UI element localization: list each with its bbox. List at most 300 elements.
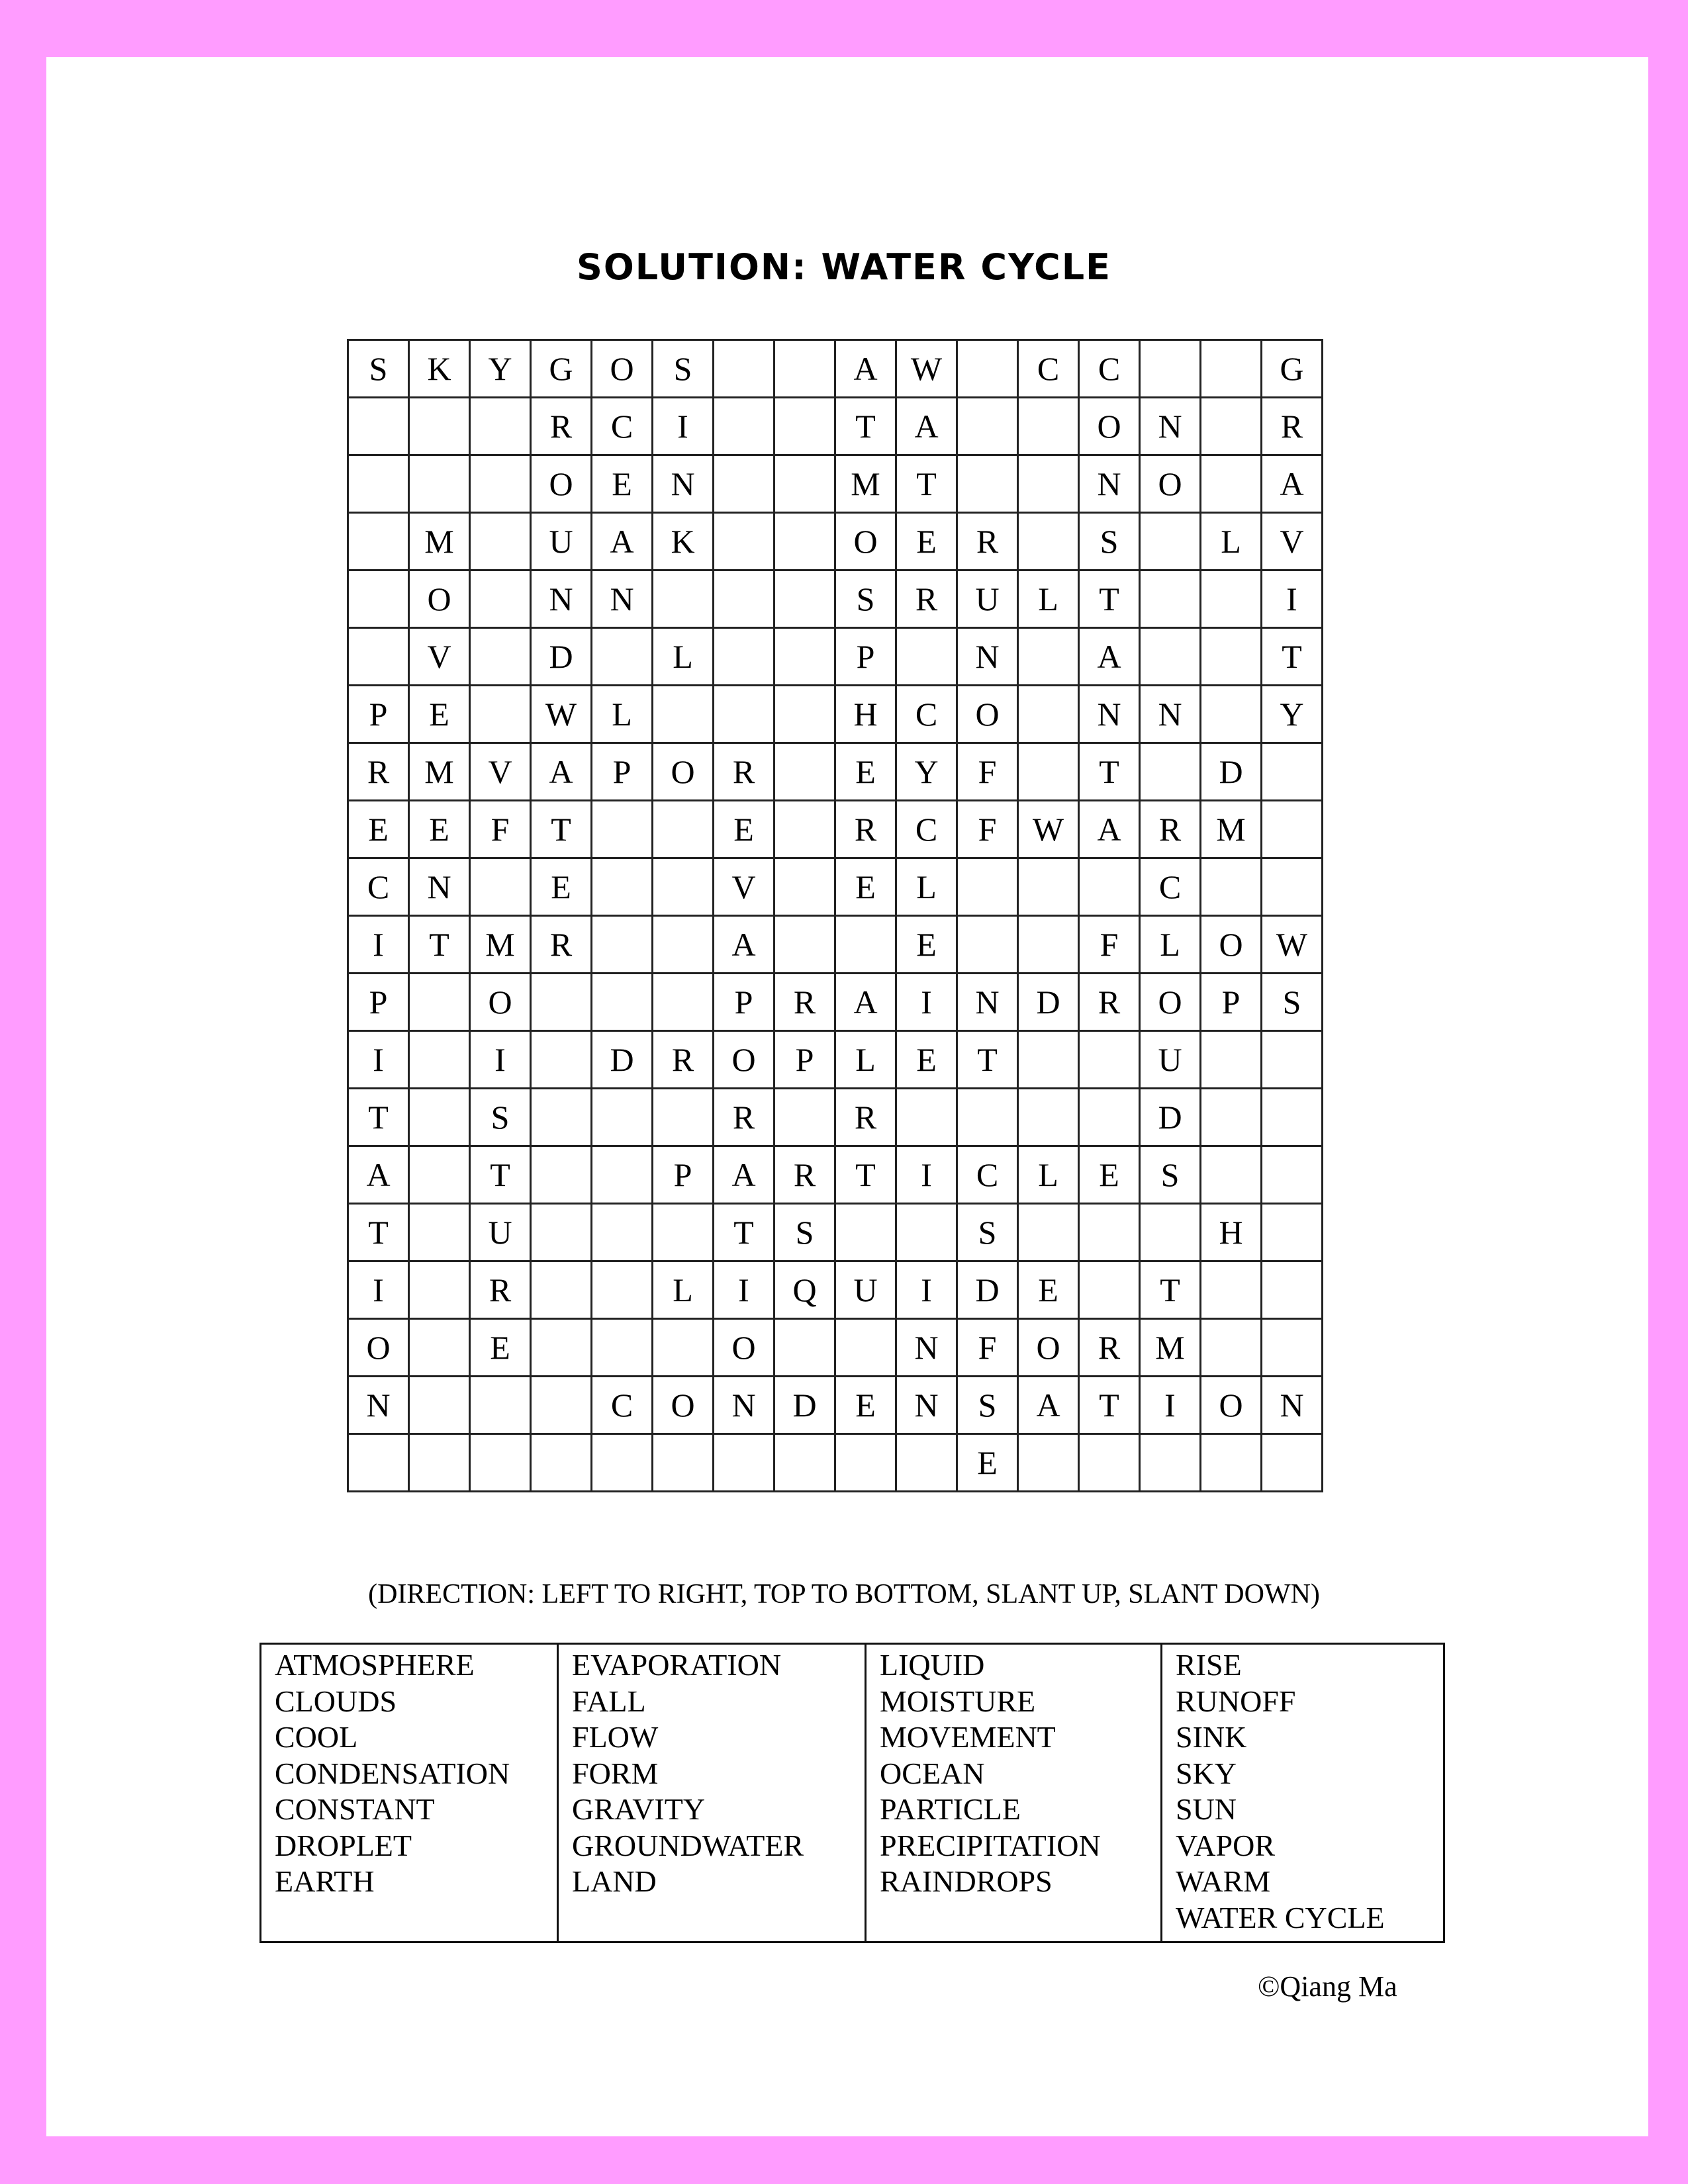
grid-cell — [409, 398, 470, 455]
grid-cell: E — [957, 1434, 1018, 1492]
grid-cell — [1018, 628, 1079, 686]
grid-row — [348, 1319, 1323, 1377]
grid-cell: I — [1140, 1377, 1201, 1434]
grid-cell — [774, 570, 835, 628]
grid-cell — [653, 1434, 714, 1492]
word-bank-item: LIQUID — [880, 1648, 985, 1682]
grid-cell: A — [592, 513, 653, 570]
grid-cell — [531, 1261, 592, 1319]
letter-grid — [347, 339, 1323, 1492]
word-bank-item: EARTH — [275, 1864, 375, 1898]
grid-cell: E — [531, 858, 592, 916]
grid-cell — [1140, 513, 1201, 570]
grid-cell: A — [1079, 628, 1140, 686]
grid-cell: A — [1079, 801, 1140, 858]
grid-cell — [409, 1319, 470, 1377]
grid-row — [348, 570, 1323, 628]
grid-cell: S — [774, 1204, 835, 1261]
grid-cell: O — [1140, 455, 1201, 513]
grid-row — [348, 628, 1323, 686]
grid-cell — [1201, 858, 1262, 916]
grid-cell: C — [1018, 340, 1079, 398]
grid-cell: T — [957, 1031, 1018, 1089]
grid-cell: R — [835, 1089, 896, 1146]
grid-cell — [470, 628, 531, 686]
grid-cell — [957, 398, 1018, 455]
grid-cell: T — [714, 1204, 774, 1261]
grid-cell: W — [1262, 916, 1323, 974]
grid-cell: O — [470, 974, 531, 1031]
grid-cell — [653, 1089, 714, 1146]
grid-cell: R — [835, 801, 896, 858]
grid-cell: Y — [470, 340, 531, 398]
word-bank — [259, 1643, 1445, 1943]
grid-cell — [714, 340, 774, 398]
grid-cell: C — [1079, 340, 1140, 398]
grid-cell — [653, 686, 714, 743]
grid-cell: R — [470, 1261, 531, 1319]
direction-note: (DIRECTION: LEFT TO RIGHT, TOP TO BOTTOM, SLANT UP, SLANT DOWN) — [368, 1579, 1320, 1610]
word-bank-item: RUNOFF — [1176, 1684, 1296, 1718]
grid-cell — [348, 455, 409, 513]
grid-cell: U — [531, 513, 592, 570]
grid-cell — [1018, 1089, 1079, 1146]
grid-cell: R — [1262, 398, 1323, 455]
grid-cell: N — [348, 1377, 409, 1434]
word-bank-item: RAINDROPS — [880, 1864, 1053, 1898]
grid-cell — [1140, 340, 1201, 398]
grid-cell: T — [1079, 1377, 1140, 1434]
grid-cell: Y — [1262, 686, 1323, 743]
grid-cell — [714, 628, 774, 686]
grid-cell: W — [1018, 801, 1079, 858]
grid-cell — [1079, 1261, 1140, 1319]
grid-cell: R — [531, 398, 592, 455]
word-bank-item: FLOW — [572, 1720, 659, 1754]
grid-cell — [1140, 743, 1201, 801]
grid-cell: L — [1018, 570, 1079, 628]
grid-row — [348, 801, 1323, 858]
grid-cell: I — [896, 974, 957, 1031]
grid-cell: T — [1079, 743, 1140, 801]
grid-cell — [592, 1319, 653, 1377]
grid-cell — [653, 1204, 714, 1261]
grid-cell — [1201, 455, 1262, 513]
grid-cell — [957, 916, 1018, 974]
grid-cell: C — [896, 801, 957, 858]
grid-cell: F — [470, 801, 531, 858]
grid-cell — [1079, 1031, 1140, 1089]
grid-cell — [1018, 1204, 1079, 1261]
grid-cell: N — [1140, 686, 1201, 743]
grid-cell — [1018, 743, 1079, 801]
grid-cell: D — [1140, 1089, 1201, 1146]
grid-cell — [714, 686, 774, 743]
grid-cell — [1018, 686, 1079, 743]
grid-cell: O — [409, 570, 470, 628]
grid-cell — [1262, 743, 1323, 801]
grid-cell — [957, 858, 1018, 916]
grid-cell: O — [1018, 1319, 1079, 1377]
grid-cell — [1201, 628, 1262, 686]
grid-cell: Y — [896, 743, 957, 801]
grid-cell — [531, 1204, 592, 1261]
grid-cell: N — [592, 570, 653, 628]
grid-cell: C — [896, 686, 957, 743]
grid-cell — [1262, 858, 1323, 916]
grid-cell: R — [774, 974, 835, 1031]
grid-cell — [1079, 1434, 1140, 1492]
grid-cell: F — [957, 801, 1018, 858]
grid-cell — [774, 1089, 835, 1146]
grid-row — [348, 1146, 1323, 1204]
grid-cell: U — [835, 1261, 896, 1319]
grid-cell: E — [835, 1377, 896, 1434]
grid-cell — [531, 1146, 592, 1204]
grid-cell: I — [348, 1031, 409, 1089]
grid-cell — [1201, 1261, 1262, 1319]
grid-cell: T — [470, 1146, 531, 1204]
grid-cell: D — [531, 628, 592, 686]
grid-cell — [1262, 1261, 1323, 1319]
grid-cell — [409, 1031, 470, 1089]
grid-cell: L — [653, 1261, 714, 1319]
grid-cell — [1201, 1031, 1262, 1089]
grid-cell — [774, 743, 835, 801]
word-bank-item: CLOUDS — [275, 1684, 397, 1718]
grid-row — [348, 1089, 1323, 1146]
grid-cell: L — [896, 858, 957, 916]
grid-cell — [1140, 1204, 1201, 1261]
grid-cell — [409, 1089, 470, 1146]
grid-cell: T — [835, 1146, 896, 1204]
grid-cell — [896, 628, 957, 686]
grid-cell: S — [1262, 974, 1323, 1031]
grid-cell — [348, 398, 409, 455]
grid-cell — [1201, 1434, 1262, 1492]
grid-cell — [348, 1434, 409, 1492]
word-bank-item: EVAPORATION — [572, 1648, 782, 1682]
grid-cell: A — [348, 1146, 409, 1204]
grid-cell: T — [1262, 628, 1323, 686]
grid-cell — [653, 974, 714, 1031]
grid-cell: I — [653, 398, 714, 455]
word-bank-item: PARTICLE — [880, 1792, 1021, 1826]
grid-cell — [774, 858, 835, 916]
grid-cell: C — [592, 398, 653, 455]
grid-cell: E — [470, 1319, 531, 1377]
grid-cell — [592, 1146, 653, 1204]
grid-cell — [896, 1089, 957, 1146]
grid-cell: I — [1262, 570, 1323, 628]
grid-cell: I — [470, 1031, 531, 1089]
word-bank-item: FALL — [572, 1684, 646, 1718]
grid-cell: L — [592, 686, 653, 743]
grid-cell: K — [409, 340, 470, 398]
grid-cell — [470, 858, 531, 916]
grid-cell — [774, 801, 835, 858]
grid-cell — [957, 455, 1018, 513]
grid-cell: R — [774, 1146, 835, 1204]
grid-cell — [1018, 1031, 1079, 1089]
grid-cell — [592, 1261, 653, 1319]
grid-cell — [835, 916, 896, 974]
grid-cell: P — [835, 628, 896, 686]
grid-cell — [835, 1204, 896, 1261]
grid-cell — [774, 1434, 835, 1492]
grid-cell — [1018, 1434, 1079, 1492]
grid-cell — [531, 974, 592, 1031]
grid-cell — [409, 1146, 470, 1204]
grid-cell: L — [1140, 916, 1201, 974]
grid-cell — [653, 801, 714, 858]
grid-cell: N — [957, 628, 1018, 686]
word-bank-item: SINK — [1176, 1720, 1247, 1754]
grid-cell: S — [470, 1089, 531, 1146]
grid-cell: R — [896, 570, 957, 628]
grid-cell: T — [835, 398, 896, 455]
grid-cell — [409, 1377, 470, 1434]
grid-cell: I — [896, 1261, 957, 1319]
grid-cell: E — [896, 916, 957, 974]
grid-cell — [409, 1434, 470, 1492]
word-bank-item: FORM — [572, 1756, 659, 1790]
grid-cell: R — [531, 916, 592, 974]
grid-cell: E — [896, 1031, 957, 1089]
grid-cell — [592, 1204, 653, 1261]
grid-cell: G — [1262, 340, 1323, 398]
grid-cell — [409, 1204, 470, 1261]
grid-cell: T — [409, 916, 470, 974]
grid-cell: R — [1140, 801, 1201, 858]
grid-cell: M — [1201, 801, 1262, 858]
grid-cell: A — [1018, 1377, 1079, 1434]
grid-cell — [774, 1319, 835, 1377]
grid-cell: N — [409, 858, 470, 916]
grid-cell — [1140, 570, 1201, 628]
grid-cell: R — [1079, 1319, 1140, 1377]
grid-cell — [1201, 1319, 1262, 1377]
grid-cell — [409, 974, 470, 1031]
word-bank-item: CONDENSATION — [275, 1756, 510, 1790]
grid-cell: E — [896, 513, 957, 570]
grid-cell — [714, 513, 774, 570]
grid-cell — [470, 513, 531, 570]
word-bank-item: WATER CYCLE — [1176, 1900, 1385, 1934]
grid-row — [348, 1377, 1323, 1434]
grid-cell: I — [348, 1261, 409, 1319]
word-bank-item: VAPOR — [1176, 1828, 1275, 1862]
grid-cell: Q — [774, 1261, 835, 1319]
word-bank-column — [558, 1644, 866, 1942]
word-bank-item: MOISTURE — [880, 1684, 1036, 1718]
word-bank-row — [261, 1644, 1444, 1942]
word-bank-item: LAND — [572, 1864, 657, 1898]
grid-cell: V — [470, 743, 531, 801]
grid-cell: N — [714, 1377, 774, 1434]
grid-cell: P — [714, 974, 774, 1031]
grid-cell — [592, 628, 653, 686]
grid-cell — [774, 340, 835, 398]
grid-cell: E — [409, 686, 470, 743]
grid-cell — [1262, 1146, 1323, 1204]
grid-cell: A — [714, 916, 774, 974]
grid-cell: S — [957, 1204, 1018, 1261]
word-bank-column — [866, 1644, 1162, 1942]
grid-cell — [409, 455, 470, 513]
grid-cell: D — [957, 1261, 1018, 1319]
grid-cell: O — [592, 340, 653, 398]
word-bank-item: PRECIPITATION — [880, 1828, 1101, 1862]
grid-cell: S — [348, 340, 409, 398]
grid-cell — [1079, 858, 1140, 916]
grid-cell: L — [1018, 1146, 1079, 1204]
grid-cell — [653, 916, 714, 974]
grid-cell — [774, 686, 835, 743]
grid-cell: C — [348, 858, 409, 916]
grid-row — [348, 340, 1323, 398]
grid-cell: L — [653, 628, 714, 686]
grid-cell — [348, 628, 409, 686]
grid-cell — [1018, 398, 1079, 455]
grid-cell — [1201, 340, 1262, 398]
grid-cell: O — [348, 1319, 409, 1377]
grid-cell: F — [957, 1319, 1018, 1377]
grid-cell: M — [409, 743, 470, 801]
grid-cell — [1201, 1089, 1262, 1146]
grid-cell: E — [1018, 1261, 1079, 1319]
grid-cell — [896, 1204, 957, 1261]
grid-cell: O — [1079, 398, 1140, 455]
grid-cell: E — [835, 858, 896, 916]
grid-cell — [1140, 1434, 1201, 1492]
word-bank-item: ATMOSPHERE — [275, 1648, 475, 1682]
grid-row — [348, 686, 1323, 743]
grid-cell — [1262, 1434, 1323, 1492]
grid-cell — [470, 398, 531, 455]
grid-row — [348, 974, 1323, 1031]
grid-cell — [714, 398, 774, 455]
grid-cell — [1262, 1089, 1323, 1146]
grid-cell — [1201, 1146, 1262, 1204]
grid-row — [348, 1031, 1323, 1089]
grid-row — [348, 513, 1323, 570]
grid-cell: G — [531, 340, 592, 398]
grid-cell — [1140, 628, 1201, 686]
word-bank-item: MOVEMENT — [880, 1720, 1056, 1754]
grid-cell: O — [714, 1319, 774, 1377]
grid-row — [348, 455, 1323, 513]
grid-cell: M — [470, 916, 531, 974]
grid-cell — [653, 570, 714, 628]
grid-cell: M — [409, 513, 470, 570]
grid-cell: T — [348, 1204, 409, 1261]
grid-cell: N — [896, 1377, 957, 1434]
word-bank-item: DROPLET — [275, 1828, 412, 1862]
grid-cell: L — [1201, 513, 1262, 570]
word-bank-item: SKY — [1176, 1756, 1237, 1790]
grid-cell — [531, 1089, 592, 1146]
grid-cell: O — [957, 686, 1018, 743]
grid-cell: O — [835, 513, 896, 570]
grid-cell: C — [1140, 858, 1201, 916]
grid-row — [348, 858, 1323, 916]
grid-cell — [1262, 1319, 1323, 1377]
grid-cell: O — [531, 455, 592, 513]
grid-cell: E — [409, 801, 470, 858]
grid-cell: W — [896, 340, 957, 398]
grid-cell: K — [653, 513, 714, 570]
grid-cell: S — [1140, 1146, 1201, 1204]
grid-cell: P — [348, 686, 409, 743]
grid-cell — [1018, 858, 1079, 916]
word-bank-item: COOL — [275, 1720, 358, 1754]
grid-cell: V — [1262, 513, 1323, 570]
grid-row — [348, 1434, 1323, 1492]
grid-cell — [348, 570, 409, 628]
grid-cell: N — [957, 974, 1018, 1031]
grid-cell — [470, 1377, 531, 1434]
grid-cell — [835, 1434, 896, 1492]
grid-cell — [531, 1031, 592, 1089]
grid-cell — [714, 1434, 774, 1492]
grid-cell: I — [714, 1261, 774, 1319]
grid-cell — [653, 1319, 714, 1377]
grid-cell: V — [409, 628, 470, 686]
grid-cell — [1262, 801, 1323, 858]
grid-cell: E — [348, 801, 409, 858]
grid-cell: E — [835, 743, 896, 801]
word-bank-item: GRAVITY — [572, 1792, 706, 1826]
grid-cell — [774, 916, 835, 974]
grid-cell — [957, 340, 1018, 398]
grid-cell: W — [531, 686, 592, 743]
grid-cell — [1201, 570, 1262, 628]
word-bank-item: WARM — [1176, 1864, 1271, 1898]
grid-cell: R — [714, 743, 774, 801]
grid-cell: N — [531, 570, 592, 628]
grid-row — [348, 1261, 1323, 1319]
grid-cell — [653, 858, 714, 916]
grid-cell — [774, 398, 835, 455]
grid-cell — [592, 974, 653, 1031]
grid-cell: P — [1201, 974, 1262, 1031]
grid-cell: H — [1201, 1204, 1262, 1261]
word-bank-item: OCEAN — [880, 1756, 985, 1790]
grid-cell — [592, 916, 653, 974]
grid-cell: P — [592, 743, 653, 801]
grid-cell: C — [957, 1146, 1018, 1204]
grid-cell: S — [835, 570, 896, 628]
grid-cell: O — [1201, 916, 1262, 974]
grid-cell — [592, 1089, 653, 1146]
grid-cell: R — [714, 1089, 774, 1146]
grid-cell: A — [714, 1146, 774, 1204]
grid-cell: E — [592, 455, 653, 513]
grid-cell — [1262, 1204, 1323, 1261]
grid-cell: A — [896, 398, 957, 455]
word-bank-item: SUN — [1176, 1792, 1237, 1826]
grid-cell — [409, 1261, 470, 1319]
grid-cell: T — [1140, 1261, 1201, 1319]
grid-cell — [470, 686, 531, 743]
grid-cell — [470, 570, 531, 628]
grid-cell: O — [714, 1031, 774, 1089]
grid-cell: M — [835, 455, 896, 513]
grid-cell: I — [348, 916, 409, 974]
grid-cell: I — [896, 1146, 957, 1204]
grid-cell — [835, 1319, 896, 1377]
